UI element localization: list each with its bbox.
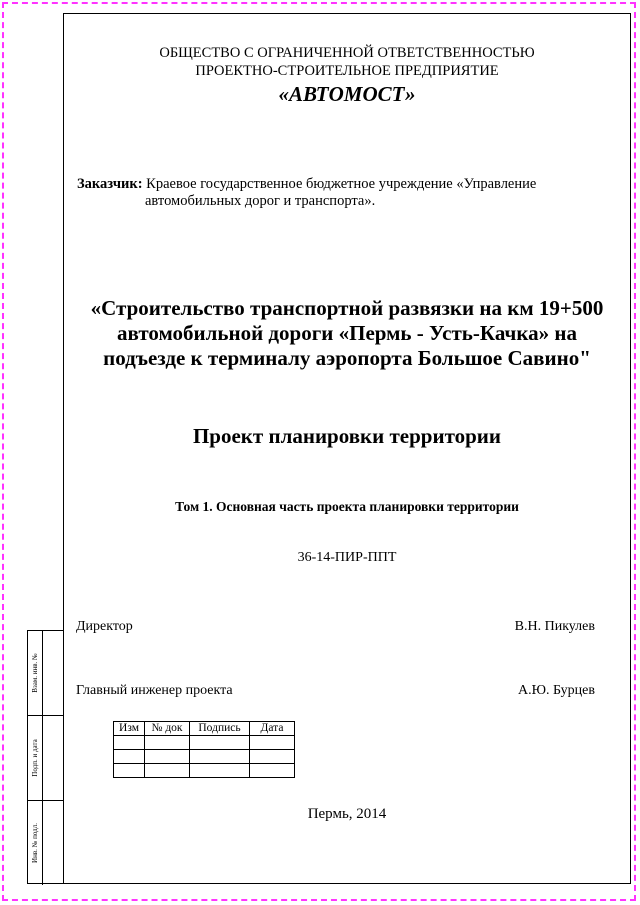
- table-cell: [250, 764, 295, 778]
- table-header: Дата: [250, 722, 295, 736]
- side-stamp-label: Инв. № подл.: [31, 823, 39, 863]
- table-cell: [145, 736, 190, 750]
- table-cell: [190, 764, 250, 778]
- customer-label: Заказчик:: [77, 176, 143, 192]
- document-title: Проект планировки территории: [192, 424, 502, 448]
- table-row: [114, 722, 295, 736]
- side-stamp-label: Взам. инв. №: [31, 653, 39, 693]
- table-row: [114, 750, 295, 764]
- project-title-line: подъезде к терминалу аэропорта Большое Савино": [103, 346, 591, 370]
- side-stamp-label: Подп. и дата: [31, 739, 39, 777]
- table-cell: [114, 764, 145, 778]
- table-cell: [250, 736, 295, 750]
- org-line-1: ОБЩЕСТВО С ОГРАНИЧЕННОЙ ОТВЕТСТВЕННОСТЬЮ: [159, 45, 535, 61]
- side-stamp-cell: [28, 716, 64, 801]
- revision-table: [113, 721, 295, 778]
- table-row: [114, 736, 295, 750]
- engineer-name: А.Ю. Бурцев: [517, 683, 595, 698]
- org-name: «АВТОМОСТ»: [278, 82, 416, 106]
- table-cell: [114, 750, 145, 764]
- customer-line-2: автомобильных дорог и транспорта».: [145, 193, 376, 209]
- table-header: Изм: [114, 722, 145, 736]
- table-header: № док: [145, 722, 190, 736]
- table-cell: [145, 750, 190, 764]
- engineer-role: Главный инженер проекта: [76, 683, 233, 698]
- customer-text: Краевое государственное бюджетное учреждение «Управление: [142, 176, 537, 192]
- table-cell: [250, 750, 295, 764]
- table-cell: [190, 750, 250, 764]
- director-name: В.Н. Пикулев: [514, 619, 595, 634]
- org-line-2: ПРОЕКТНО-СТРОИТЕЛЬНОЕ ПРЕДПРИЯТИЕ: [195, 63, 499, 79]
- table-cell: [145, 764, 190, 778]
- side-stamp: [27, 630, 64, 884]
- table-row: [114, 764, 295, 778]
- side-stamp-cell: [28, 801, 64, 885]
- table-header: Подпись: [190, 722, 250, 736]
- customer-line-1: [77, 176, 536, 193]
- volume-title: Том 1. Основная часть проекта планировки территории: [175, 499, 519, 514]
- project-title-line: «Строительство транспортной развязки на км 19+500: [90, 296, 604, 320]
- document-code: 36-14-ПИР-ППТ: [297, 550, 397, 565]
- table-cell: [190, 736, 250, 750]
- table-cell: [114, 736, 145, 750]
- side-stamp-cell: [28, 631, 64, 716]
- director-role: Директор: [76, 619, 133, 634]
- project-title-line: автомобильной дороги «Пермь - Усть-Качка» на: [117, 321, 577, 345]
- city-year: Пермь, 2014: [307, 806, 387, 822]
